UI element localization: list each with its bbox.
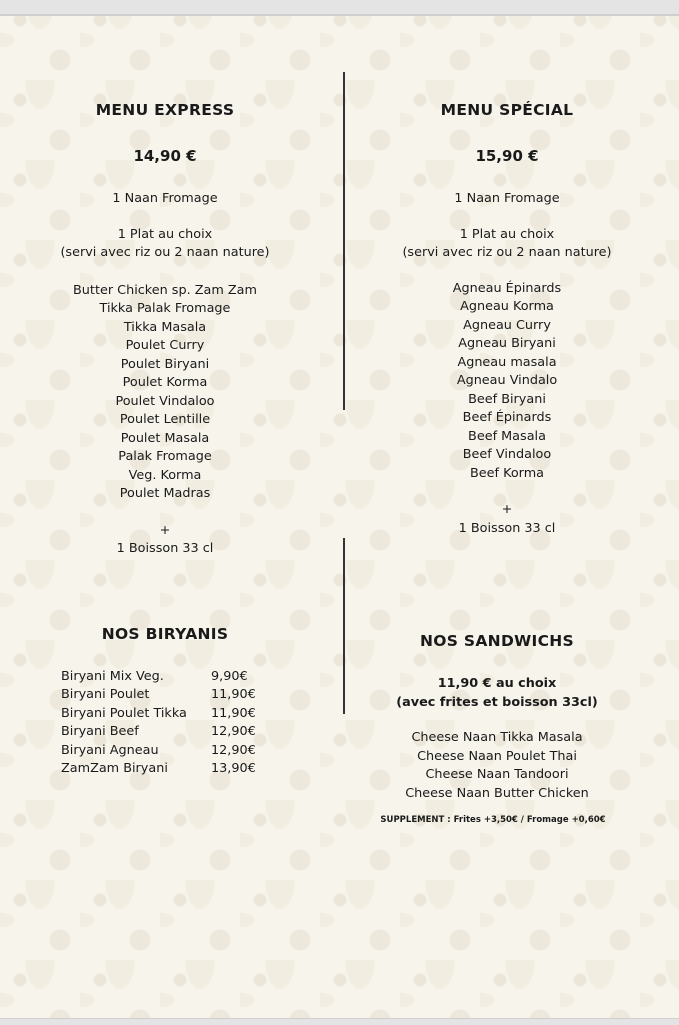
dish-item: Poulet Lentille [119,412,211,427]
menu-express-dishes [20,282,310,504]
dish-item: Agneau masala [457,354,557,370]
menu-special [362,101,652,538]
column-divider-top [343,72,345,410]
biryani-price: 9,90€ [211,668,248,684]
menu-express [20,101,310,559]
biryani-price: 11,90€ [211,687,256,703]
dish-item: Tikka Palak Fromage [99,301,231,316]
dish-item: Poulet Madras [119,486,211,501]
list-item [61,723,256,742]
dish-item: Agneau Vindalo [456,373,558,388]
biryani-name: Biryani Mix Veg. [61,668,164,684]
dish-item: Poulet Curry [125,338,205,353]
sandwich-item: Cheese Naan Butter Chicken [405,785,589,801]
biryanis-heading [20,625,310,643]
biryani-price: 12,90€ [211,724,256,740]
sandwichs [352,632,642,825]
menu-express-price: 14,90 € [133,147,197,165]
menu-express-title: MENU EXPRESS [95,101,235,119]
biryani-name: Biryani Poulet [61,687,150,703]
sandwichs-list [352,729,642,803]
dish-item: Palak Fromage [118,449,212,464]
menu-express-naan: 1 Naan Fromage [112,191,218,206]
dish-item: Beef Vindaloo [462,447,552,462]
biryani-name: Biryani Poulet Tikka [61,705,187,721]
sandwichs-detail-line: (avec frites et boisson 33cl) [396,695,598,710]
sandwich-item: Cheese Naan Tikka Masala [411,730,583,745]
menu-special-plat: 1 Plat au choix [459,226,555,242]
dish-item: Poulet Masala [120,430,210,446]
menu-special-servi: (servi avec riz ou 2 naan nature) [402,245,612,260]
list-item [61,704,256,723]
dish-item: Agneau Épinards [452,280,562,296]
dish-item: Agneau Korma [460,299,554,314]
dish-item: Beef Masala [468,428,546,444]
menu-special-price: 15,90 € [475,147,539,165]
biryani-price: 12,90€ [211,742,256,758]
menu-express-boisson: 1 Boisson 33 cl [116,541,214,556]
dish-item: Tikka Masala [123,319,207,335]
sandwichs-supplement: SUPPLEMENT : Frites +3,50€ / Fromage +0,60€ [380,815,606,825]
menu-special-plus: + [501,502,513,517]
biryanis-title: NOS BIRYANIS [101,625,229,643]
dish-item: Beef Biryani [468,391,546,407]
menu-special-title: MENU SPÉCIAL [440,101,574,119]
menu-express-plat: 1 Plat au choix [117,226,213,242]
menu-special-boisson: 1 Boisson 33 cl [458,520,556,536]
sandwich-item: Cheese Naan Tandoori [425,767,569,782]
biryanis-list [61,667,256,778]
list-item [61,686,256,705]
menu-special-dishes [362,280,652,484]
menu-express-plus: + [159,522,171,538]
sandwich-item: Cheese Naan Poulet Thai [417,748,577,764]
biryani-price: 11,90€ [211,705,256,721]
list-item [61,667,256,686]
dish-item: Agneau Biryani [458,336,556,351]
biryani-name: Biryani Beef [61,724,139,740]
column-divider-bottom [343,538,345,714]
menu-special-naan: 1 Naan Fromage [454,191,560,206]
dish-item: Beef Épinards [462,410,552,425]
dish-item: Butter Chicken sp. Zam Zam [73,282,257,298]
list-item [61,741,256,760]
dish-item: Poulet Vindaloo [115,393,215,409]
list-item [61,760,256,779]
sandwichs-price-line: 11,90 € au choix [437,676,557,691]
dish-item: Poulet Biryani [120,356,210,372]
menu-express-servi: (servi avec riz ou 2 naan nature) [60,245,270,260]
dish-item: Veg. Korma [128,467,202,483]
dish-item: Beef Korma [469,465,545,481]
sandwichs-title: NOS SANDWICHS [420,632,574,650]
top-bar [0,0,679,16]
biryani-name: ZamZam Biryani [61,761,168,777]
biryani-price: 13,90€ [211,761,256,777]
biryani-name: Biryani Agneau [61,742,159,758]
dish-item: Poulet Korma [122,375,208,390]
dish-item: Agneau Curry [463,317,551,333]
